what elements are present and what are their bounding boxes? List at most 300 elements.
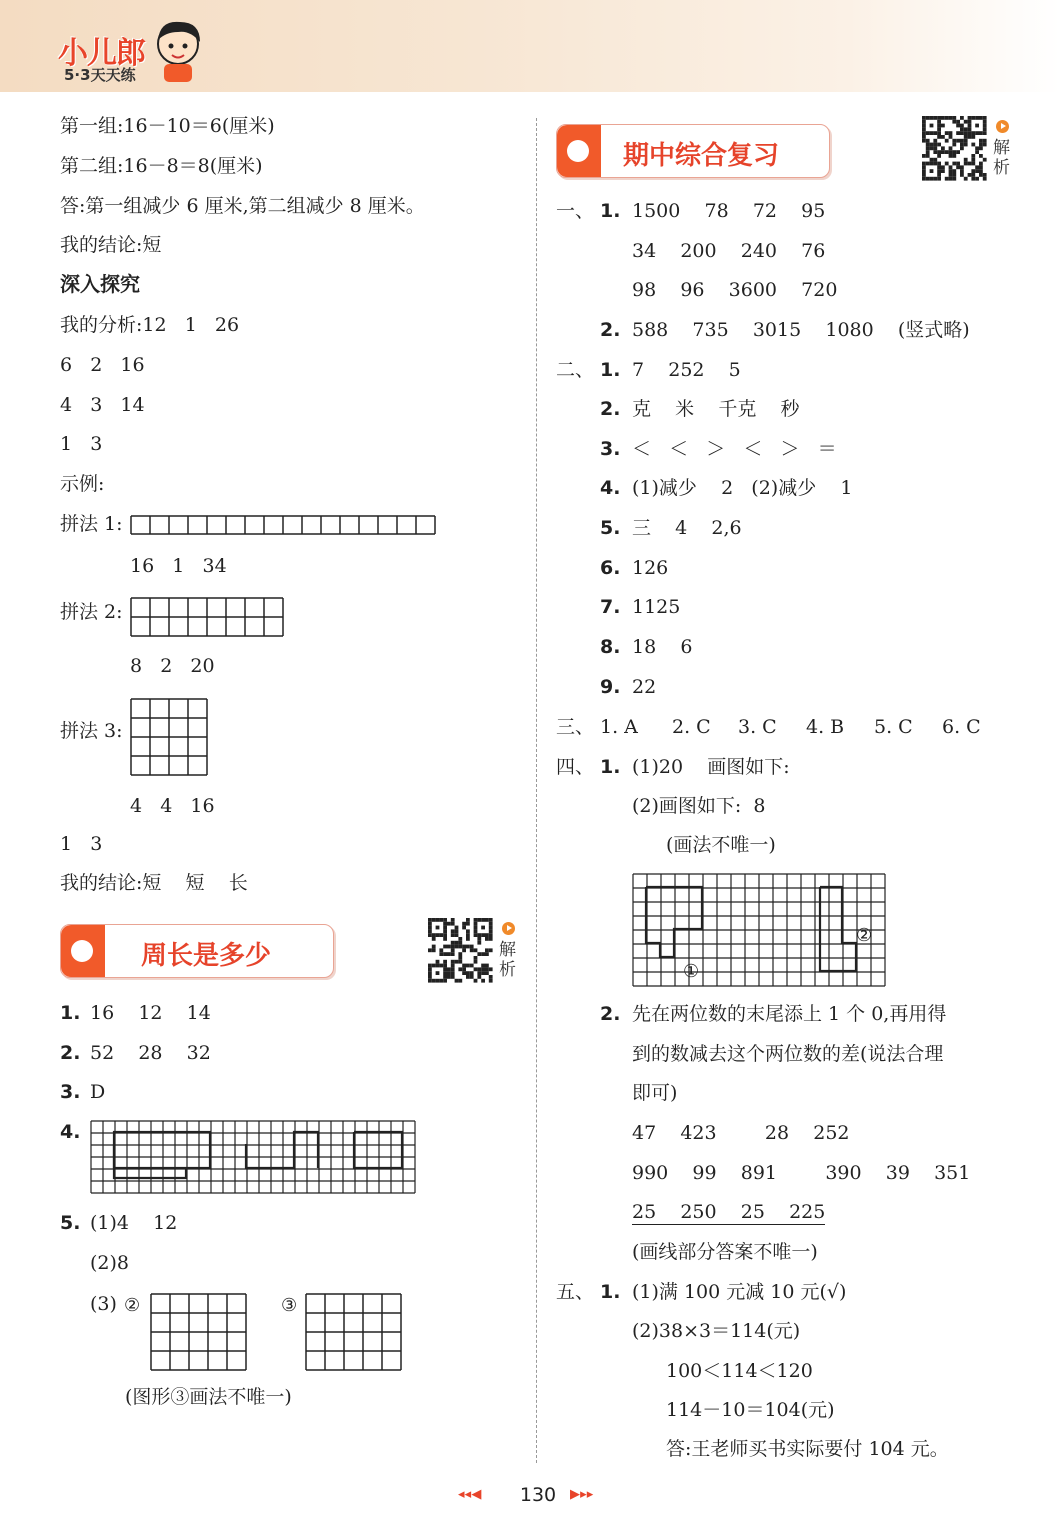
answer-text: (3): [90, 1293, 117, 1315]
qr-module: [470, 975, 474, 979]
answer-number: 2.: [60, 1042, 81, 1064]
answer-number: 1.: [600, 756, 621, 778]
qr-module: [983, 143, 987, 147]
qr-label: 解析: [993, 138, 1010, 178]
qr-module: [474, 926, 478, 930]
qr-module: [983, 120, 987, 124]
qr-module: [930, 116, 934, 120]
qr-module: [489, 926, 493, 930]
qr-module: [462, 971, 466, 975]
section-title: 期中综合复习: [623, 141, 780, 171]
left-line: 答:第一组减少 6 厘米,第二组减少 8 厘米。: [60, 195, 425, 217]
answer-text: (1)4 12: [90, 1212, 178, 1234]
qr-module: [466, 964, 470, 968]
grid-si-1: [632, 873, 884, 985]
qr-module: [933, 162, 937, 166]
qr-module: [458, 979, 462, 983]
answer-number: 1.: [600, 359, 621, 381]
qr-module: [983, 124, 987, 128]
qr-module: [462, 926, 466, 930]
answer-text: 三 4 2,6: [632, 517, 742, 539]
note: (画法不唯一): [666, 834, 776, 856]
qr-module: [979, 165, 983, 169]
qr-module: [949, 169, 953, 173]
qr-module: [983, 173, 987, 177]
qr-module: [956, 165, 960, 169]
left-line: 示例:: [60, 473, 105, 495]
qr-module: [466, 937, 470, 941]
qr-module: [975, 146, 979, 150]
qr-module: [922, 120, 926, 124]
qr-module: [952, 162, 956, 166]
qr-module: [937, 165, 941, 169]
circled-2: ②: [124, 1295, 141, 1316]
qr-module: [960, 165, 964, 169]
qr-module: [489, 975, 493, 979]
qr-module: [952, 116, 956, 120]
qr-module: [964, 143, 968, 147]
answer-text: ＜ ＜ ＞ ＜ ＞ ＝: [632, 438, 837, 460]
answer-text: 98 96 3600 720: [632, 279, 838, 301]
qr-module: [933, 139, 937, 143]
qr-module: [432, 933, 436, 937]
answer-text: 52 28 32: [90, 1042, 211, 1064]
qr-module: [477, 918, 481, 922]
qr-module: [937, 131, 941, 135]
answer-number: 6.: [600, 557, 621, 579]
mc-answer: 1. A: [600, 716, 638, 738]
section-title: 周长是多少: [141, 941, 272, 971]
qr-module: [458, 945, 462, 949]
qr-module: [436, 960, 440, 964]
qr-module: [945, 139, 949, 143]
qr-module: [956, 124, 960, 128]
qr-module: [933, 146, 937, 150]
qr-module: [485, 971, 489, 975]
answer-number: 2.: [600, 1003, 621, 1025]
qr-module: [975, 150, 979, 154]
qr-module: [470, 964, 474, 968]
answer-text: D: [90, 1081, 106, 1103]
qr-module: [474, 960, 478, 964]
qr-module: [952, 154, 956, 158]
qr-module: [466, 971, 470, 975]
qr-module: [432, 948, 436, 952]
qr-module: [960, 139, 964, 143]
qr-module: [451, 964, 455, 968]
qr-module: [979, 143, 983, 147]
qr-code-icon[interactable]: [922, 116, 990, 182]
qr-module: [933, 131, 937, 135]
qr-module: [933, 177, 937, 181]
qr-module: [937, 173, 941, 177]
left-line: 我的分析:12 1 26: [60, 314, 240, 336]
mc-answer: 3. C: [738, 716, 777, 738]
qr-module: [971, 131, 975, 135]
qr-module: [968, 124, 972, 128]
qr-module: [443, 937, 447, 941]
left-line: 我的结论:短: [60, 234, 162, 256]
qr-module: [439, 964, 443, 968]
qr-module: [470, 945, 474, 949]
qr-module: [485, 948, 489, 952]
grid-pinfa-3: [130, 698, 208, 775]
pinfa-values: 4 4 16: [130, 795, 215, 817]
answer-number: 1.: [60, 1002, 81, 1024]
qr-module: [956, 131, 960, 135]
qr-module: [952, 120, 956, 124]
qr-module: [451, 933, 455, 937]
qr-module: [983, 139, 987, 143]
qr-module: [922, 127, 926, 131]
qr-module: [979, 116, 983, 120]
qr-module: [477, 971, 481, 975]
qr-module: [477, 967, 481, 971]
grid-pinfa-1: [130, 515, 435, 535]
qr-module: [968, 162, 972, 166]
qr-module: [485, 967, 489, 971]
answer-text: (2)画图如下: 8: [632, 795, 766, 817]
qr-module: [930, 131, 934, 135]
qr-module: [474, 948, 478, 952]
answer-number: 1.: [600, 200, 621, 222]
qr-module: [956, 120, 960, 124]
pinfa-label: 拼法 3:: [60, 720, 123, 742]
qr-module: [489, 967, 493, 971]
qr-module: [443, 979, 447, 983]
qr-module: [937, 150, 941, 154]
qr-module: [937, 154, 941, 158]
answer-text: 22: [632, 676, 657, 698]
qr-module: [952, 173, 956, 177]
qr-module: [971, 177, 975, 181]
answer-number: 9.: [600, 676, 621, 698]
qr-module: [428, 948, 432, 952]
qr-module: [428, 918, 432, 922]
qr-module: [933, 150, 937, 154]
qr-module: [436, 964, 440, 968]
qr-module: [941, 135, 945, 139]
qr-module: [922, 173, 926, 177]
answer-prefix: 一、: [556, 200, 595, 222]
qr-module: [933, 143, 937, 147]
answer-text: 47 423 28 252: [632, 1122, 850, 1144]
mc-answer: 4. B: [806, 716, 845, 738]
mc-answer: 5. C: [874, 716, 913, 738]
qr-module: [443, 964, 447, 968]
left-line: 第一组:16－10＝6(厘米): [60, 115, 275, 137]
qr-module: [968, 131, 972, 135]
qr-module: [941, 150, 945, 154]
qr-module: [458, 937, 462, 941]
qr-module: [428, 975, 432, 979]
qr-module: [983, 158, 987, 162]
qr-module: [481, 967, 485, 971]
qr-module: [436, 971, 440, 975]
qr-module: [481, 964, 485, 968]
qr-module: [443, 975, 447, 979]
note: (图形③画法不唯一): [125, 1386, 292, 1408]
qr-module: [428, 971, 432, 975]
qr-module: [922, 131, 926, 135]
qr-module: [477, 975, 481, 979]
qr-module: [983, 131, 987, 135]
qr-module: [432, 945, 436, 949]
qr-module: [458, 956, 462, 960]
qr-module: [926, 177, 930, 181]
mc-answer: 2. C: [672, 716, 711, 738]
mc-answer: 6. C: [942, 716, 981, 738]
grid-pinfa-2: [130, 597, 284, 637]
qr-module: [941, 124, 945, 128]
qr-module: [926, 146, 930, 150]
answer-number: 3.: [600, 438, 621, 460]
answer-text: 克 米 千克 秒: [632, 398, 800, 420]
qr-module: [451, 971, 455, 975]
answer-text: 到的数减去这个两位数的差(说法合理: [632, 1043, 944, 1065]
qr-module: [439, 918, 443, 922]
qr-module: [964, 120, 968, 124]
qr-module: [930, 124, 934, 128]
qr-module: [968, 127, 972, 131]
qr-module: [926, 150, 930, 154]
subsection-heading: 深入探究: [60, 272, 140, 296]
answer-text: 990 99 891 390 39 351: [632, 1162, 971, 1184]
qr-module: [968, 120, 972, 124]
qr-module: [443, 922, 447, 926]
qr-code-icon[interactable]: [428, 918, 496, 984]
qr-module: [971, 116, 975, 120]
qr-module: [466, 929, 470, 933]
qr-module: [937, 124, 941, 128]
left-line: 6 2 16: [60, 354, 145, 376]
qr-module: [960, 127, 964, 131]
qr-module: [428, 926, 432, 930]
qr-module: [489, 937, 493, 941]
qr-module: [462, 922, 466, 926]
qr-module: [489, 933, 493, 937]
qr-module: [458, 960, 462, 964]
qr-module: [474, 929, 478, 933]
qr-module: [428, 929, 432, 933]
qr-module: [922, 165, 926, 169]
qr-module: [477, 941, 481, 945]
qr-module: [930, 169, 934, 173]
answer-text: 126: [632, 557, 669, 579]
qr-module: [964, 177, 968, 181]
qr-module: [949, 146, 953, 150]
circled-2: ②: [856, 925, 873, 946]
qr-module: [930, 162, 934, 166]
qr-module: [964, 139, 968, 143]
qr-module: [455, 926, 459, 930]
qr-module: [462, 967, 466, 971]
qr-module: [466, 975, 470, 979]
qr-module: [975, 116, 979, 120]
qr-module: [474, 979, 478, 983]
qr-module: [443, 967, 447, 971]
qr-module: [481, 979, 485, 983]
answer-text: 即可): [632, 1082, 678, 1104]
qr-module: [937, 116, 941, 120]
qr-module: [960, 131, 964, 135]
qr-module: [451, 960, 455, 964]
answer-number: 2.: [600, 398, 621, 420]
qr-module: [945, 162, 949, 166]
series-name: 5·3天天练: [64, 66, 136, 84]
qr-module: [439, 948, 443, 952]
qr-module: [481, 918, 485, 922]
circled-1: ①: [683, 961, 700, 982]
qr-module: [971, 173, 975, 177]
qr-module: [971, 162, 975, 166]
qr-module: [937, 127, 941, 131]
answer-text: 7 252 5: [632, 359, 741, 381]
answer-number: 1.: [600, 1281, 621, 1303]
qr-module: [477, 933, 481, 937]
qr-module: [455, 979, 459, 983]
qr-module: [979, 139, 983, 143]
qr-module: [428, 922, 432, 926]
qr-module: [481, 952, 485, 956]
qr-module: [945, 116, 949, 120]
section-header-midterm: [556, 124, 830, 178]
answer-text: (1)满 100 元减 10 元(√): [632, 1281, 847, 1303]
answer-number: 4.: [600, 477, 621, 499]
qr-module: [968, 173, 972, 177]
answer-text: 100＜114＜120: [666, 1360, 813, 1382]
qr-module: [439, 933, 443, 937]
qr-module: [470, 948, 474, 952]
qr-module: [937, 120, 941, 124]
qr-module: [477, 952, 481, 956]
qr-module: [937, 162, 941, 166]
qr-module: [949, 135, 953, 139]
qr-module: [945, 150, 949, 154]
qr-module: [922, 169, 926, 173]
qr-module: [443, 929, 447, 933]
qr-module: [952, 143, 956, 147]
qr-module: [439, 979, 443, 983]
qr-module: [960, 116, 964, 120]
qr-module: [443, 933, 447, 937]
qr-module: [971, 135, 975, 139]
qr-module: [968, 135, 972, 139]
qr-module: [971, 158, 975, 162]
qr-module: [941, 169, 945, 173]
answer-prefix: 五、: [556, 1281, 595, 1303]
column-divider: [536, 118, 537, 1463]
qr-module: [485, 964, 489, 968]
qr-module: [458, 952, 462, 956]
left-line: 1 3: [60, 433, 103, 455]
circled-3: ③: [281, 1295, 298, 1316]
qr-module: [477, 937, 481, 941]
qr-module: [474, 918, 478, 922]
qr-module: [960, 146, 964, 150]
qr-module: [937, 177, 941, 181]
qr-module: [956, 162, 960, 166]
answer-number: 3.: [60, 1081, 81, 1103]
next-arrows-icon: ▶ ▸ ▸: [570, 1487, 592, 1502]
pinfa-values: 8 2 20: [130, 655, 215, 677]
answer-text: 18 6: [632, 636, 693, 658]
answer-prefix: 四、: [556, 756, 595, 778]
answer-text: 答:王老师买书实际要付 104 元。: [666, 1438, 949, 1460]
qr-module: [447, 945, 451, 949]
qr-module: [443, 971, 447, 975]
qr-module: [956, 139, 960, 143]
qr-module: [439, 952, 443, 956]
qr-module: [447, 952, 451, 956]
section-header-perimeter: [60, 924, 334, 978]
qr-module: [964, 127, 968, 131]
qr-module: [428, 933, 432, 937]
answer-text: 588 735 3015 1080 (竖式略): [632, 319, 970, 341]
left-line: 1 3: [60, 833, 103, 855]
qr-module: [949, 154, 953, 158]
qr-module: [960, 169, 964, 173]
brand-logo: 小儿郎: [58, 36, 145, 71]
left-line: 第二组:16－8＝8(厘米): [60, 155, 263, 177]
qr-module: [979, 154, 983, 158]
qr-module: [964, 135, 968, 139]
answer-text: (2)38×3＝114(元): [632, 1320, 801, 1342]
answer-text: 先在两位数的末尾添上 1 个 0,再用得: [632, 1003, 947, 1025]
qr-module: [458, 967, 462, 971]
qr-module: [451, 948, 455, 952]
qr-module: [451, 918, 455, 922]
qr-module: [436, 918, 440, 922]
qr-module: [462, 964, 466, 968]
qr-module: [432, 979, 436, 983]
qr-module: [975, 177, 979, 181]
answer-number: 4.: [60, 1121, 81, 1143]
qr-module: [428, 964, 432, 968]
qr-module: [443, 960, 447, 964]
pinfa-label: 拼法 1:: [60, 513, 123, 535]
qr-module: [941, 165, 945, 169]
qr-module: [979, 131, 983, 135]
play-icon: [502, 922, 515, 935]
qr-module: [474, 922, 478, 926]
qr-module: [443, 945, 447, 949]
qr-module: [436, 933, 440, 937]
qr-module: [964, 131, 968, 135]
answer-text: 114－10＝104(元): [666, 1399, 835, 1421]
qr-module: [949, 131, 953, 135]
qr-module: [436, 979, 440, 983]
qr-module: [443, 918, 447, 922]
qr-module: [979, 162, 983, 166]
qr-module: [975, 124, 979, 128]
qr-module: [952, 150, 956, 154]
qr-module: [979, 169, 983, 173]
qr-module: [455, 929, 459, 933]
qr-module: [933, 158, 937, 162]
qr-module: [952, 177, 956, 181]
qr-module: [436, 926, 440, 930]
left-line: 我的结论:短 短 长: [60, 872, 248, 894]
qr-module: [979, 146, 983, 150]
qr-module: [960, 173, 964, 177]
qr-module: [455, 960, 459, 964]
qr-module: [949, 165, 953, 169]
page-number: 130: [519, 1484, 557, 1506]
answer-text: 16 12 14: [90, 1002, 211, 1024]
qr-module: [485, 952, 489, 956]
answer-prefix: 三、: [556, 716, 595, 738]
